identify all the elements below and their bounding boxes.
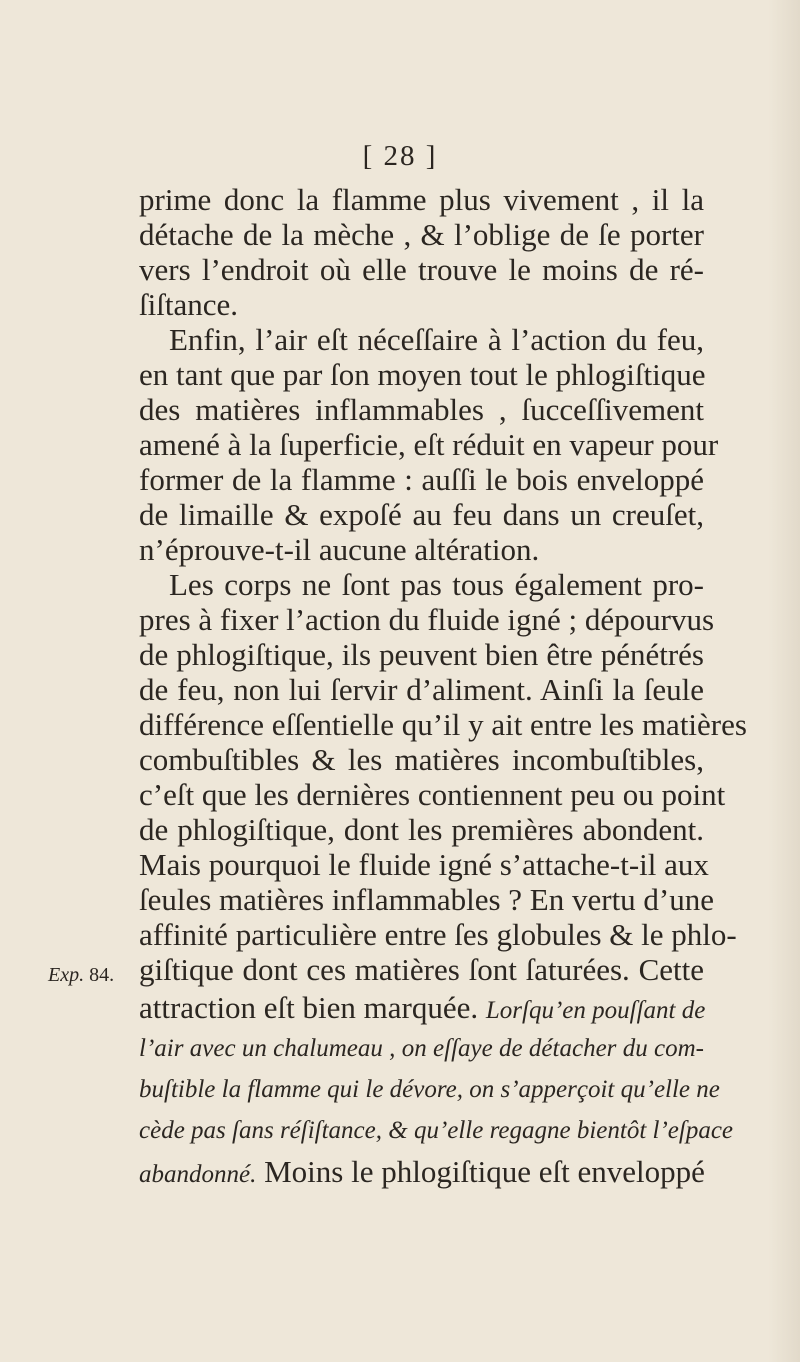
italic-text-line: cède pas ſans réſiſtance, & qu’elle regagne bientôt l’eſpace bbox=[139, 1117, 734, 1144]
text-line: de phlogiſtique, dont les premières abondent. bbox=[139, 812, 704, 847]
text-line: de feu, non lui ſervir d’aliment. Ainſi la ſeule bbox=[139, 672, 704, 707]
text-line: amené à la ſuperficie, eſt réduit en vapeur pour bbox=[139, 427, 719, 462]
text-line: détache de la mèche , & l’oblige de ſe porter bbox=[139, 217, 704, 252]
text-line-mixed bbox=[139, 1151, 704, 1192]
text-italic-part: abandonné. bbox=[139, 1161, 257, 1188]
text-line-mixed bbox=[139, 987, 704, 1028]
text-line: combuſtibles & les matières incombuſtibles, bbox=[139, 742, 704, 777]
text-line: de phlogiſtique, ils peuvent bien être pénétrés bbox=[139, 637, 704, 672]
text-line: Mais pourquoi le fluide igné s’attache-t-il aux bbox=[139, 847, 709, 882]
text-line: différence eſſentielle qu’il y ait entre les matières bbox=[139, 707, 747, 742]
text-line: former de la flamme : auſſi le bois enveloppé bbox=[139, 462, 704, 497]
text-italic-part: Lorſqu’en pouſſant de bbox=[485, 997, 706, 1024]
text-line: prime donc la flamme plus vivement , il la bbox=[139, 182, 704, 217]
text-line: n’éprouve-t-il aucune altération. bbox=[139, 532, 540, 567]
text-line: en tant que par ſon moyen tout le phlogiſtique bbox=[139, 357, 706, 392]
text-line: vers l’endroit où elle trouve le moins de ré- bbox=[139, 252, 704, 287]
margin-note bbox=[48, 964, 114, 987]
text-line: c’eſt que les dernières contiennent peu ou point bbox=[139, 777, 726, 812]
text-line: des matières inflammables , ſucceſſivement bbox=[139, 392, 704, 427]
text-line: giſtique dont ces matières ſont ſaturées. Cette bbox=[139, 952, 704, 987]
text-line: affinité particulière entre ſes globules & le phlo- bbox=[139, 917, 737, 952]
body-text bbox=[139, 182, 747, 1192]
text-line: ſiſtance. bbox=[139, 287, 238, 322]
text-line: Les corps ne ſont pas tous également pro- bbox=[169, 567, 704, 602]
italic-text-line: l’air avec un chalumeau , on eſſaye de détacher du com- bbox=[139, 1035, 704, 1062]
text-line: ſeules matières inflammables ? En vertu d’une bbox=[139, 882, 715, 917]
italic-text-line: buſtible la flamme qui le dévore, on s’apperçoit qu’elle ne bbox=[139, 1076, 720, 1103]
text-roman-part: attraction eſt bien marquée. bbox=[139, 990, 479, 1025]
text-roman-part: Moins le phlogiſtique eſt enveloppé bbox=[264, 1154, 705, 1189]
margin-note-label: Exp. bbox=[48, 964, 85, 986]
text-line: Enfin, l’air eſt néceſſaire à l’action du feu, bbox=[169, 322, 704, 357]
text-line: pres à fixer l’action du fluide igné ; dépourvus bbox=[139, 602, 715, 637]
text-line: de limaille & expoſé au feu dans un creuſet, bbox=[139, 497, 704, 532]
margin-note-number: 84. bbox=[89, 964, 115, 986]
page-number-header: [ 28 ] bbox=[362, 140, 438, 172]
